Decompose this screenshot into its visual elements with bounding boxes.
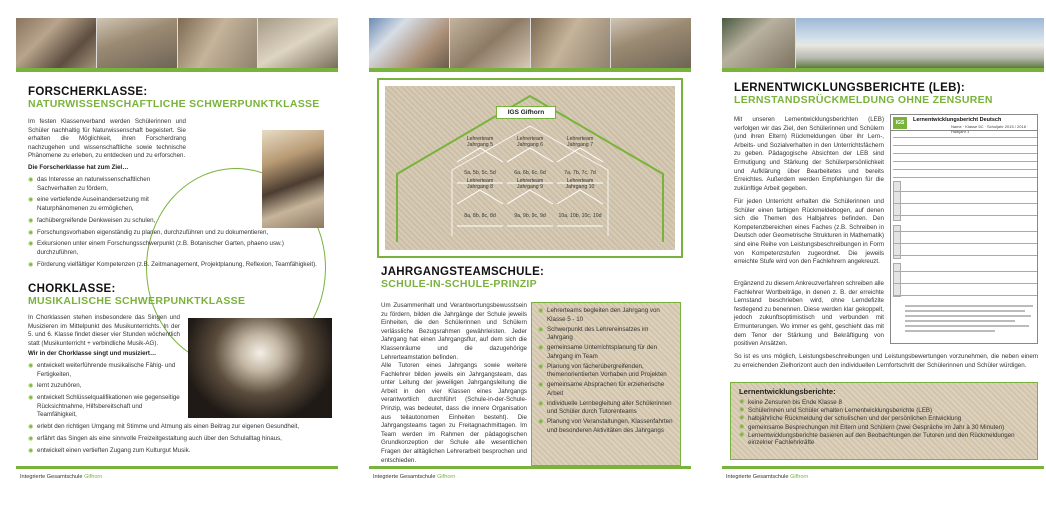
team-label: Lehrerteam Jahrgang 5: [466, 136, 494, 149]
report-form-thumbnail: [890, 114, 1038, 344]
team-classes: 5a, 5b, 5c, 5d: [464, 170, 496, 176]
team-classes: 6a, 6b, 6c, 6d: [514, 170, 546, 176]
accent-bar: [16, 68, 338, 72]
list-item: ◉ fachübergreifende Denkweisen zu schulen,: [28, 217, 318, 226]
panel-jahrgangsteamschule: [369, 18, 691, 490]
list-item: ◉ entwickelt einen vertieften Zugang zum Kulturgut Musik.: [28, 447, 324, 456]
panel-forscherklasse: [16, 18, 338, 490]
team-label: Lehrerteam Jahrgang 10: [565, 178, 595, 191]
team-label: Lehrerteam Jahrgang 9: [516, 178, 544, 191]
school-structure-diagram: [377, 78, 683, 258]
list-item: ◉ keine Zensuren bis Ende Klasse 8: [739, 399, 1029, 407]
footer-bar: [369, 466, 691, 469]
report-text-line: [905, 330, 995, 332]
report-row: [893, 137, 1037, 138]
footer-school-name: Integrierte Gesamtschule: [726, 474, 789, 480]
heading-leb: LERNENTWICKLUNGSBERICHTE (LEB):: [734, 82, 965, 94]
report-row: [893, 169, 1037, 170]
list-item: ◉ erlebt den richtigen Umgang mit Stimme und Atmung als einen Beitrag zur eigenen Gesundheit,: [28, 423, 324, 432]
list-item: ◉ Lernentwicklungsberichte basieren auf den Beobachtungen der Tutoren und den Rückmeldungen einzelner Fachlehrkräfte: [739, 432, 1029, 447]
paragraph-1: Um Zusammenhalt und Verantwortungsbewusstsein zu fördern, bilden die Jahrgänge der Schule jeweils Einheiten, die den Schülerinnen und Schülern verlässliche Bezugsrahmen gewährleisten. Jeder Jahrgang hat einen Jahrgangsflur, auf dem sich die Klassenräume und die dazugehörige Lehrerteamstation befinden.: [381, 302, 527, 361]
footer-school-name: Integrierte Gesamtschule: [20, 474, 83, 480]
team-classes: 8a, 8b, 8c, 8d: [464, 213, 496, 219]
photo-strip: [16, 18, 338, 68]
diagram-title: IGS Gifhorn: [496, 106, 556, 119]
report-text-line: [905, 325, 1029, 327]
accent-bar: [369, 68, 691, 72]
subheading-forscherklasse: NATURWISSENSCHAFTLICHE SCHWERPUNKTKLASSE: [28, 98, 320, 110]
choir-list: [28, 362, 324, 458]
report-row: [893, 145, 1037, 146]
report-title: Lernentwicklungsbericht Deutsch: [913, 117, 1002, 123]
team-classes: 10a, 10b, 10c, 10d: [558, 213, 602, 219]
report-text-line: [905, 320, 1015, 322]
report-row: [893, 177, 1037, 178]
footer-city: Gifhorn: [84, 474, 103, 480]
list-item: ◉ Forschungsvorhaben eigenständig zu planen, durchzuführen und zu dokumentieren,: [28, 229, 318, 238]
list-item: ◉ das Interesse an naturwissenschaftlichen Sachverhalten zu fördern,: [28, 176, 178, 193]
footer-school: [373, 474, 455, 480]
list-item: ◉ Schwerpunkt des Lehrereinsatzes im Jahrgang: [538, 326, 674, 343]
goal-lead: Die Forscherklasse hat zum Ziel…: [28, 164, 129, 171]
subheading-chorklasse: MUSIKALISCHE SCHWERPUNKTKLASSE: [28, 295, 246, 307]
choir-lead: Wir in der Chorklasse singt und musiziert…: [28, 350, 157, 357]
report-row: [893, 255, 1037, 256]
report-meta: Name · Klasse 5C · Schuljahr 2015 / 2016 · Halbjahr 1: [951, 124, 1029, 134]
paragraph-2: Alle Tutoren eines Jahrgangs sowie weitere Fachlehrer bilden jeweils ein Jahrgangsteam, das unter Leitung der jeweiligen Jahrgangsleitung die Arbeit in den vier Klassen eines Jahrgangs verantwortlich durchführt (Schule-in-der-Schule-Prinzip, was bedeutet, dass die innere Organisation aus teilautonomen Einheiten besteht). Die Jahrgangsteams tagen zu Freitagnachmittagen. Im Team werden im Rahmen der pädagogischen Grundkonzeption der Schule alle wesentlichen Fragen der alltäglichen Lehrerarbeit besprochen und entschieden.: [381, 362, 527, 464]
report-row: [893, 295, 1037, 296]
photo: [258, 18, 338, 68]
footer-bar: [16, 466, 338, 469]
paragraph-2: Für jeden Unterricht erhalten die Schülerinnen und Schüler einen farbigen Rückmeldebogen, auf denen sich die Themen des Halbjahres befinden. Den Kompetenzbereichen eines Faches (z.B. Schreiben in Deutsch oder Geometrische Strukturen in Mathematik) sind eine Reihe von Leistungsbeschreibungen in Form von Kompetenzstufen zugeordnet. Die jeweils erreichte Stufe wird von den Fachlehrern angekreuzt.: [734, 198, 884, 266]
footer-bar: [722, 466, 1044, 469]
list-item: ◉ halbjährliche Rückmeldung der schulischen und der persönlichen Entwicklung: [739, 415, 1029, 423]
subheading-leb: LERNSTANDSRÜCKMELDUNG OHNE ZENSUREN: [734, 94, 993, 106]
paragraph-3: Ergänzend zu diesem Ankreuzverfahren schreiben alle Fachlehrer Wortbeiträge, in denen z. B. der erreichte Lernstand beschrieben wird, ohne Lerndefizite festlegend zu benennen. Diese werden klar gekoppelt, jedoch zukunftsoptimistisch und verbunden mit Ermunterungen. Wo immer es geht, geschieht das mit dem Tenor der Stärkung und Bekräftigung von positiven Ansätzen.: [734, 280, 884, 348]
report-logo: IGS: [893, 117, 907, 129]
photo-strip: [369, 18, 691, 68]
footer-city: Gifhorn: [437, 474, 456, 480]
footer-school: [20, 474, 102, 480]
report-row: [893, 243, 1037, 244]
list-item: ◉ individuelle Lernbegleitung aller Schülerinnen und Schüler durch Tutorenteams: [538, 400, 674, 417]
list-item: ◉ Förderung vielfältiger Kompetenzen (z.B. Zeitmanagement, Projektplanung, Reflexion, Teamfähigkeit).: [28, 261, 318, 270]
subheading-jahrgangsteamschule: SCHULE-IN-SCHULE-PRINZIP: [381, 278, 537, 290]
footer-city: Gifhorn: [790, 474, 809, 480]
report-row: [893, 161, 1037, 162]
team-label: Lehrerteam Jahrgang 8: [466, 178, 494, 191]
report-text-line: [905, 310, 1025, 312]
accent-bar: [722, 68, 1044, 72]
heading-chorklasse: CHORKLASSE:: [28, 283, 116, 295]
photo-strip: [722, 18, 1044, 68]
list-item: ◉ gemeinsame Besprechungen mit Eltern und Schülern (zwei Gespräche im Jahr à 30 Minuten): [739, 424, 1029, 432]
list-item: ◉ Lehrerteams begleiten den Jahrgang von Klasse 5 - 10: [538, 307, 674, 324]
leb-box-title: Lernentwicklungsberichte:: [739, 387, 836, 396]
report-row: [893, 215, 1037, 216]
team-label: Lehrerteam Jahrgang 7: [566, 136, 594, 149]
report-row: [893, 203, 1037, 204]
paragraph-4: So ist es uns möglich, Leistungsbeschreibungen und Leistungsbewertungen vorzunehmen, die neben einem zu erreichenden Zielhorizont auch den individuellen Lernfortschritt der Schülerinnen und Schüler würdigen.: [734, 353, 1038, 369]
report-row: [893, 283, 1037, 284]
paragraph-1: Mit unseren Lernentwicklungsberichten (LEB) verfolgen wir das Ziel, den Schülerinnen und Schülern (und ihren Eltern) Rückmeldungen über ihr Lern-, Arbeits- und Sozialverhalten in den Unterrichtsfächern zu geben. Pädagogische Absichten der LEB sind Ermutigung und Stärkung der Schülerpersönlichkeit und Aufklärung über Bearbeitetes und bereits Erreichtes. Außerdem werden Empfehlungen für die zukünftige Arbeit gegeben.: [734, 116, 884, 192]
team-classes: 9a, 9b, 9c, 9d: [514, 213, 546, 219]
photo: [611, 18, 691, 68]
leb-summary-list: [739, 399, 1029, 447]
list-item: ◉ erfährt das Singen als eine sinnvolle Freizeitgestaltung auch über den Schulalltag hinaus,: [28, 435, 324, 444]
report-text-line: [905, 305, 1033, 307]
list-item: ◉ lernt zuzuhören,: [28, 382, 180, 391]
leb-summary-box: [730, 382, 1038, 460]
report-text-line: [905, 315, 1031, 317]
choir-intro: In Chorklassen stehen insbesondere das Singen und Musizieren im Mittelpunkt des Musikunterrichts. In der 5. und 6. Klasse findet dieser vier Stunden wöchentlich statt (Musikunterricht + verbindliche Musik-AG).: [28, 314, 180, 347]
photo: [722, 18, 795, 68]
photo: [531, 18, 611, 68]
photo: [450, 18, 530, 68]
list-item: ◉ eine vertiefende Auseinandersetzung mit Naturphänomenen zu ermöglichen,: [28, 196, 178, 213]
report-row: [893, 271, 1037, 272]
list-item: ◉ Planung von fächerübergreifenden, themenorientierten Vorhaben und Projekten: [538, 363, 674, 380]
photo: [369, 18, 449, 68]
report-section-tab: [893, 263, 901, 297]
heading-jahrgangsteamschule: JAHRGANGSTEAMSCHULE:: [381, 266, 545, 278]
team-benefits-list: [538, 307, 674, 436]
heading-forscherklasse: FORSCHERKLASSE:: [28, 86, 148, 98]
photo-school-building: [796, 18, 1044, 68]
team-benefits-box: [531, 302, 681, 466]
team-label: Lehrerteam Jahrgang 6: [516, 136, 544, 149]
list-item: ◉ gemeinsame Unterrichtsplanung für den Jahrgang im Team: [538, 344, 674, 361]
photo: [97, 18, 177, 68]
list-item: ◉ Exkursionen unter einem Forschungsschwerpunkt (z.B. Botanischer Garten, phaeno usw.) durchzuführen,: [28, 240, 318, 257]
report-row: [893, 191, 1037, 192]
list-item: ◉ gemeinsame Absprachen für erzieherische Arbeit: [538, 381, 674, 398]
panel-lernentwicklungsberichte: [722, 18, 1044, 490]
list-item: ◉ entwickelt Schlüsselqualifikationen wie gegenseitige Rücksichtnahme, Hilfsbereitschaft und Teamfähigkeit,: [28, 394, 180, 420]
team-classes: 7a, 7b, 7c, 7d: [564, 170, 596, 176]
report-row: [893, 231, 1037, 232]
intro-text: Im festen Klassenverband werden Schülerinnen und Schüler nachhaltig für Naturwissenschaft begeistert. Sie erhalten die Möglichkeit, ihren Forscherdrang nachzugehen und wissenschaftliche sowie technische Phänomene zu erleben, zu entdecken und zu erforschen.: [28, 118, 186, 160]
report-header: [891, 115, 1037, 134]
footer-school: [726, 474, 808, 480]
goals-list: [28, 176, 318, 272]
footer-school-name: Integrierte Gesamtschule: [373, 474, 436, 480]
report-row: [893, 153, 1037, 154]
list-item: ◉ Schülerinnen und Schüler erhalten Lernentwicklungsberichte (LEB): [739, 407, 1029, 415]
photo: [178, 18, 258, 68]
photo: [16, 18, 96, 68]
list-item: ◉ entwickelt weiterführende musikalische Fähig- und Fertigkeiten,: [28, 362, 180, 379]
list-item: ◉ Planung von Veranstaltungen, Klassenfahrten und besonderen Aktivitäten des Jahrgangs: [538, 418, 674, 435]
